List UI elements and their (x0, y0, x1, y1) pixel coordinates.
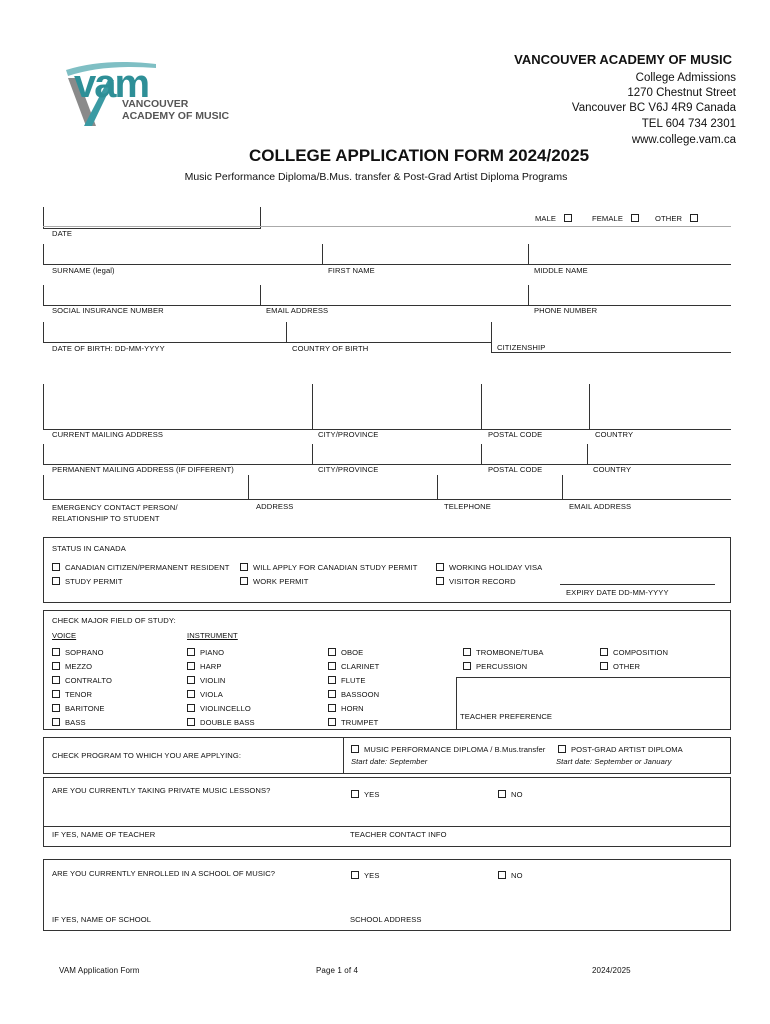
major-option-label: PIANO (200, 648, 225, 657)
checkbox-icon[interactable] (187, 704, 195, 712)
major-option-instr2[interactable] (328, 690, 379, 699)
major-option-instr1[interactable] (187, 648, 224, 657)
major-option-label: OBOE (341, 648, 364, 657)
date-label: DATE (52, 229, 73, 238)
major-option-voice[interactable] (52, 718, 86, 727)
checkbox-icon[interactable] (600, 662, 608, 670)
school-address-field[interactable]: SCHOOL ADDRESS (350, 915, 422, 924)
program-option-post-grad[interactable]: POST-GRAD ARTIST DIPLOMA (558, 745, 683, 754)
major-option-instr2[interactable] (328, 648, 363, 657)
checkbox-icon[interactable] (187, 718, 195, 726)
emergency-contact-field[interactable]: EMERGENCY CONTACT PERSON/ RELATIONSHIP TO STUDENT (52, 503, 178, 523)
checkbox-icon[interactable] (52, 676, 60, 684)
voice-heading: VOICE (52, 631, 77, 640)
postal-code-2-field[interactable]: POSTAL CODE (488, 465, 543, 474)
lessons-no[interactable]: NO (498, 790, 523, 799)
street: 1270 Chestnut Street (627, 87, 736, 99)
major-option-label: HARP (200, 662, 222, 671)
major-option-voice[interactable] (52, 662, 92, 671)
major-title: CHECK MAJOR FIELD OF STUDY: (52, 616, 176, 625)
checkbox-icon[interactable] (328, 704, 336, 712)
checkbox-icon[interactable] (187, 662, 195, 670)
program-question: CHECK PROGRAM TO WHICH YOU ARE APPLYING: (52, 751, 242, 760)
major-option-instr3[interactable] (463, 662, 527, 671)
gender-female[interactable]: FEMALE (592, 214, 644, 223)
major-option-label: FLUTE (341, 676, 366, 685)
org-name: VANCOUVER ACADEMY OF MUSIC (514, 52, 732, 67)
country-field[interactable]: COUNTRY (595, 430, 634, 439)
logo-text-1: VANCOUVER (122, 98, 189, 110)
program-start-2: Start date: September or January (556, 757, 672, 766)
status-option[interactable]: WILL APPLY FOR CANADIAN STUDY PERMIT (240, 563, 418, 572)
checkbox-icon[interactable] (328, 676, 336, 684)
major-option-label: BASSOON (341, 690, 380, 699)
checkbox-icon[interactable] (52, 662, 60, 670)
logo (64, 56, 236, 136)
permanent-address-field[interactable]: PERMANENT MAILING ADDRESS (IF DIFFERENT) (52, 465, 234, 474)
major-option-voice[interactable] (52, 676, 112, 685)
major-option-label: VIOLA (200, 690, 223, 699)
gender-other[interactable]: OTHER (655, 214, 703, 223)
major-option-label: HORN (341, 704, 364, 713)
checkbox-icon[interactable] (187, 676, 195, 684)
dob-field[interactable]: DATE OF BIRTH: DD-MM-YYYY (52, 344, 165, 353)
checkbox-icon[interactable] (463, 662, 471, 670)
major-option-voice[interactable] (52, 690, 92, 699)
checkbox-icon[interactable] (328, 648, 336, 656)
status-option[interactable]: WORK PERMIT (240, 577, 309, 586)
email-field[interactable]: EMAIL ADDRESS (266, 306, 329, 315)
major-option-label: BASS (65, 718, 86, 727)
major-option-instr2[interactable] (328, 676, 366, 685)
page-subtitle: Music Performance Diploma/B.Mus. transfer & Post-Grad Artist Diploma Programs (184, 171, 568, 183)
major-option-label: CONTRALTO (65, 676, 113, 685)
status-option[interactable]: STUDY PERMIT (52, 577, 123, 586)
major-option-label: PERCUSSION (476, 662, 528, 671)
checkbox-icon[interactable] (600, 648, 608, 656)
country-2-field[interactable]: COUNTRY (593, 465, 632, 474)
major-option-instr2[interactable] (328, 662, 379, 671)
footer-page: Page 1 of 4 (316, 966, 359, 975)
major-option-instr2[interactable] (328, 718, 378, 727)
expiry-date-field[interactable]: EXPIRY DATE DD-MM-YYYY (566, 588, 669, 597)
footer-right: 2024/2025 (592, 966, 631, 975)
instrument-heading: INSTRUMENT (187, 631, 238, 640)
school-yes[interactable]: YES (351, 871, 380, 880)
checkbox-icon[interactable] (187, 690, 195, 698)
program-option-music-performance[interactable]: MUSIC PERFORMANCE DIPLOMA / B.Mus.transfer (351, 745, 545, 754)
page-title: COLLEGE APPLICATION FORM 2024/2025 (248, 146, 590, 165)
status-option[interactable]: VISITOR RECORD (436, 577, 516, 586)
checkbox-icon[interactable] (463, 648, 471, 656)
major-option-instr1[interactable] (187, 662, 222, 671)
emergency-telephone-field[interactable]: TELEPHONE (444, 502, 491, 511)
checkbox-icon[interactable] (328, 690, 336, 698)
major-option-other[interactable] (600, 648, 668, 657)
lessons-question: ARE YOU CURRENTLY TAKING PRIVATE MUSIC LESSONS? (52, 786, 271, 795)
city: Vancouver BC V6J 4R9 Canada (571, 102, 736, 114)
tel: TEL 604 734 2301 (641, 118, 736, 130)
gender-male[interactable]: MALE (535, 214, 577, 223)
sin-field[interactable]: SOCIAL INSURANCE NUMBER (52, 306, 164, 315)
lessons-yes[interactable]: YES (351, 790, 380, 799)
country-birth-field[interactable]: COUNTRY OF BIRTH (292, 344, 369, 353)
footer-left: VAM Application Form (59, 966, 140, 975)
major-option-instr3[interactable] (463, 648, 544, 657)
dept: College Admissions (635, 72, 736, 84)
major-option-label: OTHER (613, 662, 641, 671)
web: www.college.vam.ca (631, 134, 736, 146)
teacher-preference-field[interactable]: TEACHER PREFERENCE (460, 712, 553, 721)
school-no[interactable]: NO (498, 871, 523, 880)
major-option-label: TROMBONE/TUBA (476, 648, 544, 657)
city-province-field[interactable]: CITY/PROVINCE (318, 430, 379, 439)
major-option-instr2[interactable] (328, 704, 364, 713)
emergency-address-field[interactable]: ADDRESS (256, 502, 294, 511)
major-option-voice[interactable] (52, 648, 104, 657)
major-option-label: MEZZO (65, 662, 93, 671)
teacher-contact-field[interactable]: TEACHER CONTACT INFO (350, 830, 447, 839)
major-option-label: COMPOSITION (613, 648, 669, 657)
major-option-label: CLARINET (341, 662, 380, 671)
program-start-1: Start date: September (351, 757, 428, 766)
middle-name-field[interactable]: MIDDLE NAME (534, 266, 588, 275)
major-option-label: TRUMPET (341, 718, 379, 727)
checkbox-icon[interactable] (52, 718, 60, 726)
checkbox-icon[interactable] (52, 648, 60, 656)
major-option-label: VIOLIN (200, 676, 226, 685)
major-option-voice[interactable] (52, 704, 104, 713)
checkbox-icon[interactable] (328, 662, 336, 670)
major-option-instr1[interactable] (187, 676, 226, 685)
checkbox-icon[interactable] (187, 648, 195, 656)
logo-mark: vam (74, 62, 149, 106)
checkbox-icon[interactable] (52, 690, 60, 698)
logo-text-2: ACADEMY OF MUSIC (122, 110, 230, 122)
checkbox-icon[interactable] (52, 704, 60, 712)
city-province-2-field[interactable]: CITY/PROVINCE (318, 465, 379, 474)
school-name-field[interactable]: IF YES, NAME OF SCHOOL (52, 915, 152, 924)
major-option-instr1[interactable] (187, 718, 255, 727)
major-option-label: VIOLINCELLO (200, 704, 251, 713)
status-option[interactable]: CANADIAN CITIZEN/PERMANENT RESIDENT (52, 563, 230, 572)
phone-field[interactable]: PHONE NUMBER (534, 306, 598, 315)
citizenship-field[interactable]: CITIZENSHIP (497, 343, 546, 352)
major-option-label: SOPRANO (65, 648, 104, 657)
major-option-label: DOUBLE BASS (200, 718, 255, 727)
major-option-other[interactable] (600, 662, 640, 671)
checkbox-icon[interactable] (328, 718, 336, 726)
teacher-name-field[interactable]: IF YES, NAME OF TEACHER (52, 830, 156, 839)
major-option-instr1[interactable] (187, 704, 251, 713)
major-option-instr1[interactable] (187, 690, 223, 699)
surname-field[interactable]: SURNAME (legal) (52, 266, 115, 275)
current-address-field[interactable]: CURRENT MAILING ADDRESS (52, 430, 164, 439)
school-question: ARE YOU CURRENTLY ENROLLED IN A SCHOOL OF MUSIC? (52, 869, 276, 878)
first-name-field[interactable]: FIRST NAME (328, 266, 375, 275)
status-option[interactable]: WORKING HOLIDAY VISA (436, 563, 542, 572)
postal-code-field[interactable]: POSTAL CODE (488, 430, 543, 439)
emergency-email-field[interactable]: EMAIL ADDRESS (569, 502, 632, 511)
major-option-label: BARITONE (65, 704, 105, 713)
status-title: STATUS IN CANADA (52, 544, 126, 553)
major-option-label: TENOR (65, 690, 93, 699)
